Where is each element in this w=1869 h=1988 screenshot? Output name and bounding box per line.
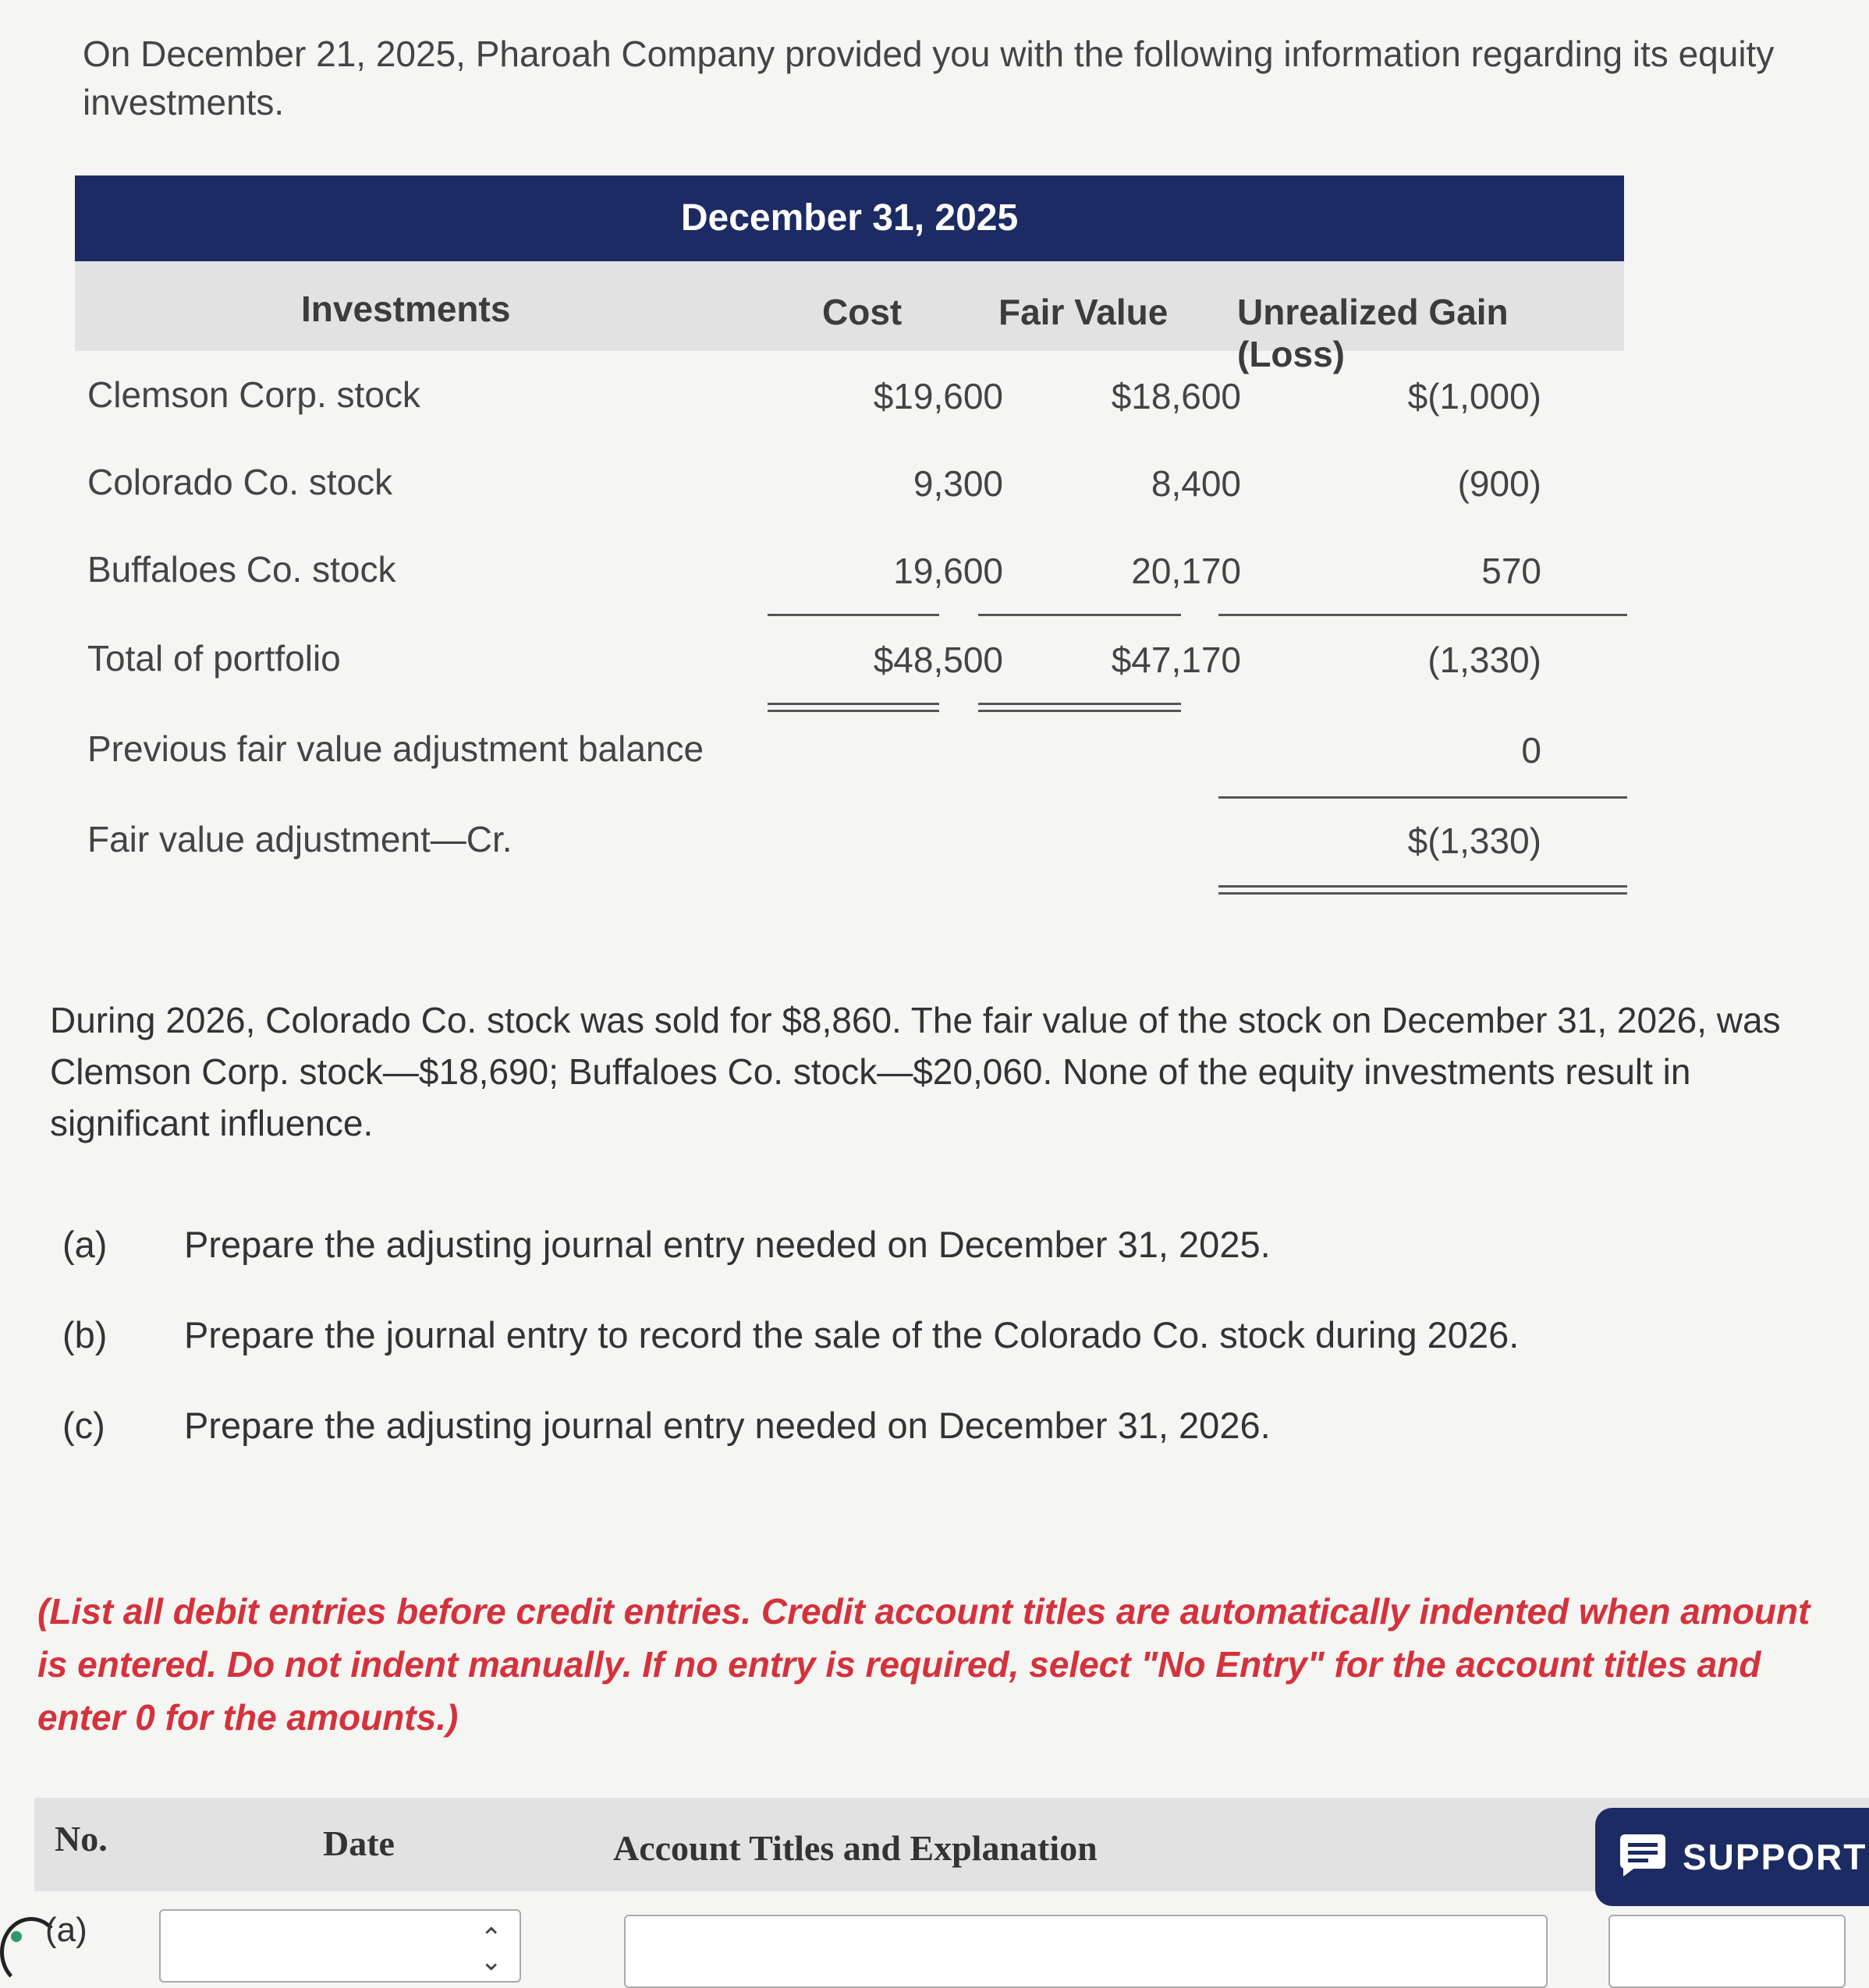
total-double-rule xyxy=(978,703,1181,712)
row-gain: (900) xyxy=(1457,463,1541,504)
row-gain: $(1,000) xyxy=(1407,376,1541,416)
row-cost: 19,600 xyxy=(893,551,1003,591)
row-gain: $(1,330) xyxy=(1407,820,1541,861)
row-fair: 8,400 xyxy=(1151,463,1241,504)
row-cost: $19,600 xyxy=(873,376,1003,416)
journal-header xyxy=(34,1798,1869,1891)
row-label: Fair value adjustment—Cr. xyxy=(87,819,512,859)
problem-paragraph: During 2026, Colorado Co. stock was sold for $8,860. The fair value of the stock on December 31, 2026, was Clemson Corp. stock—$18,690; Buffaloes Co. stock—$20,060. None of the equity investments result in significant influence. xyxy=(50,1000,1781,1143)
col-unrealized-gain: Unrealized Gain (Loss) xyxy=(1237,292,1509,374)
table-row xyxy=(75,537,1627,600)
row-fair: $18,600 xyxy=(1111,376,1241,416)
col-cost: Cost xyxy=(822,292,903,332)
row-fair: 20,170 xyxy=(1131,551,1241,591)
col-investments: Investments xyxy=(301,289,511,329)
support-label: SUPPORT xyxy=(1683,1837,1867,1877)
row-label: Colorado Co. stock xyxy=(87,462,393,502)
journal-col-date: Date xyxy=(323,1823,395,1863)
total-double-rule xyxy=(1218,885,1627,895)
requirement-text: Prepare the journal entry to record the sale of the Colorado Co. stock during 2026. xyxy=(184,1314,1520,1355)
requirement-tag: (a) xyxy=(62,1224,108,1265)
journal-col-no: No. xyxy=(55,1819,108,1859)
journal-col-account: Account Titles and Explanation xyxy=(613,1828,1098,1868)
subtotal-rule xyxy=(1218,796,1627,799)
row-cost: $48,500 xyxy=(873,640,1003,680)
status-dot-icon xyxy=(11,1931,22,1942)
table-row-total xyxy=(75,626,1627,689)
intro-text: On December 21, 2025, Pharoah Company provided you with the following information regarding its equity investments. xyxy=(83,34,1775,122)
requirement-text: Prepare the adjusting journal entry needed on December 31, 2025. xyxy=(184,1224,1271,1265)
table-row xyxy=(75,450,1627,512)
row-label: Clemson Corp. stock xyxy=(87,374,420,415)
col-fair-value: Fair Value xyxy=(998,292,1169,332)
instruction-note: (List all debit entries before credit entries. Credit account titles are automatically indented when amount is entered. Do not indent manually. If no entry is required, select "No Entry" for the account titles and enter 0 for the amounts.) xyxy=(37,1591,1810,1738)
support-button[interactable] xyxy=(1595,1808,1869,1906)
table-row xyxy=(75,363,1627,425)
row-label: Buffaloes Co. stock xyxy=(87,549,396,590)
entry-row-tag: (a) xyxy=(45,1911,87,1949)
select-chevron-icon: ⌃ ⌄ xyxy=(480,1923,502,1976)
total-double-rule xyxy=(768,703,939,712)
row-gain: (1,330) xyxy=(1427,640,1541,680)
row-fair: $47,170 xyxy=(1111,640,1241,680)
subtotal-rule xyxy=(1218,614,1627,616)
date-select[interactable] xyxy=(159,1909,521,1983)
date-header-label: December 31, 2025 xyxy=(680,197,1019,239)
row-gain: 570 xyxy=(1481,551,1541,591)
table-row xyxy=(75,717,1627,779)
table-column-headers xyxy=(75,261,1624,374)
row-label: Total of portfolio xyxy=(87,638,341,679)
account-title-input[interactable] xyxy=(624,1915,1548,1988)
subtotal-rule xyxy=(978,614,1181,616)
requirement-tag: (b) xyxy=(62,1314,108,1355)
table-row xyxy=(75,807,1627,870)
subtotal-rule xyxy=(768,614,939,616)
amount-input[interactable] xyxy=(1608,1915,1846,1988)
requirement-tag: (c) xyxy=(62,1405,105,1446)
chat-icon xyxy=(1619,1833,1667,1878)
row-cost: 9,300 xyxy=(913,463,1003,504)
row-gain: 0 xyxy=(1521,730,1541,771)
row-label: Previous fair value adjustment balance xyxy=(87,728,704,769)
table-date-header xyxy=(75,175,1624,261)
requirement-text: Prepare the adjusting journal entry needed on December 31, 2026. xyxy=(184,1405,1271,1446)
